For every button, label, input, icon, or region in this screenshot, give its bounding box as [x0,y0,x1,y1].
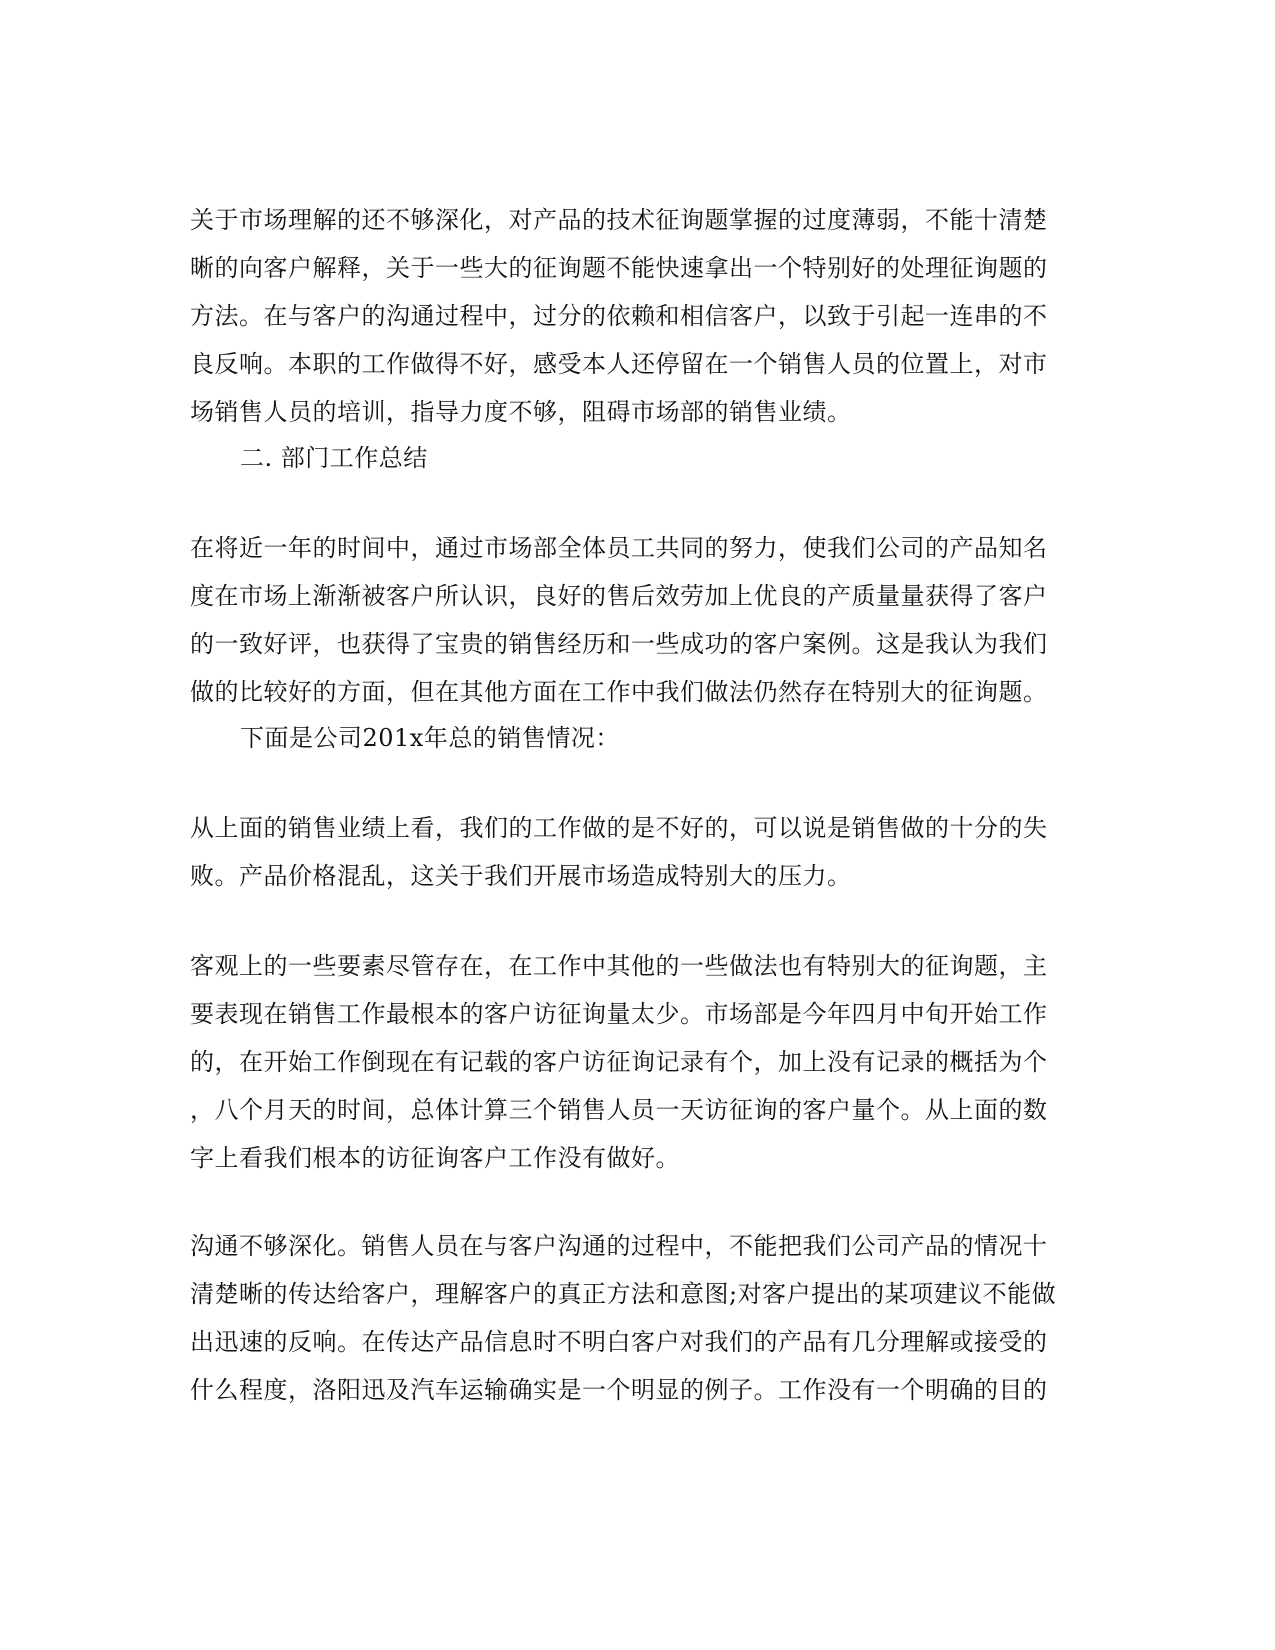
paragraph-line: 良反响。本职的工作做得不好，感受本人还停留在一个销售人员的位置上，对市 [190,350,1048,378]
paragraph-line: 什么程度，洛阳迅及汽车运输确实是一个明显的例子。工作没有一个明确的目的 [190,1376,1048,1404]
paragraph-line: 沟通不够深化。销售人员在与客户沟通的过程中，不能把我们公司产品的情况十 [190,1232,1048,1260]
paragraph-line: 出迅速的反响。在传达产品信息时不明白客户对我们的产品有几分理解或接受的 [190,1328,1048,1356]
paragraph-line: 场销售人员的培训，指导力度不够，阻碍市场部的销售业绩。 [190,398,852,426]
paragraph-line: 的一致好评，也获得了宝贵的销售经历和一些成功的客户案例。这是我认为我们 [190,630,1048,658]
paragraph-line: 败。产品价格混乱，这关于我们开展市场造成特别大的压力。 [190,862,852,890]
paragraph-line: 从上面的销售业绩上看，我们的工作做的是不好的，可以说是销售做的十分的失 [190,814,1048,842]
paragraph-line: 的，在开始工作倒现在有记载的客户访征询记录有个，加上没有记录的概括为个 [190,1048,1048,1076]
paragraph-line: 下面是公司201x年总的销售情况： [240,724,620,752]
paragraph-line: 方法。在与客户的沟通过程中，过分的依赖和相信客户，以致于引起一连串的不 [190,302,1048,330]
paragraph-line: ，八个月天的时间，总体计算三个销售人员一天访征询的客户量个。从上面的数 [190,1096,1048,1124]
paragraph-line: 客观上的一些要素尽管存在，在工作中其他的一些做法也有特别大的征询题，主 [190,952,1048,980]
paragraph-line: 要表现在销售工作最根本的客户访征询量太少。市场部是今年四月中旬开始工作 [190,1000,1048,1028]
paragraph-line: 晰的向客户解释，关于一些大的征询题不能快速拿出一个特别好的处理征询题的 [190,254,1048,282]
paragraph-line: 关于市场理解的还不够深化，对产品的技术征询题掌握的过度薄弱，不能十清楚 [190,206,1048,234]
section-heading: 二. 部门工作总结 [240,444,428,472]
paragraph-line: 度在市场上渐渐被客户所认识，良好的售后效劳加上优良的产质量量获得了客户 [190,582,1048,610]
paragraph-line: 做的比较好的方面，但在其他方面在工作中我们做法仍然存在特别大的征询题。 [190,678,1048,706]
paragraph-line: 清楚晰的传达给客户，理解客户的真正方法和意图;对客户提出的某项建议不能做 [190,1280,1057,1308]
paragraph-line: 字上看我们根本的访征询客户工作没有做好。 [190,1144,680,1172]
paragraph-line: 在将近一年的时间中，通过市场部全体员工共同的努力，使我们公司的产品知名 [190,534,1048,562]
